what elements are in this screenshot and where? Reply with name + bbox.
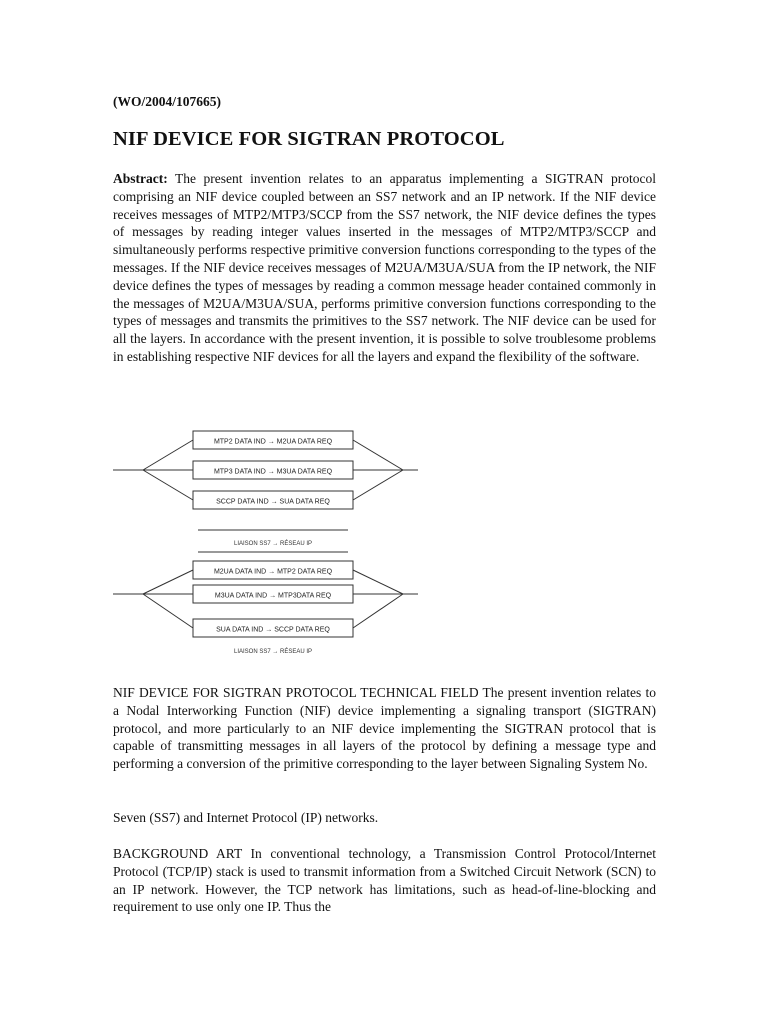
document-title: NIF DEVICE FOR SIGTRAN PROTOCOL	[113, 128, 505, 150]
conversion-box-label: M3UA DATA IND → MTP3DATA REQ	[214, 592, 332, 600]
conversion-box-label: MTP3 DATA IND → M3UA DATA REQ	[213, 468, 333, 476]
background-art-paragraph: BACKGROUND ART In conventional technology, a Transmission Control Protocol/Internet Protocol (TCP/IP) stack is used to transmit information from a Switched Circuit Network (SCN) to an IP network. However, the TCP network has limitations, such as head-of-line-blocking and requirement to use only one IP. Thus the	[113, 846, 656, 915]
conversion-box-label: MTP2 DATA IND → M2UA DATA REQ	[213, 438, 333, 446]
bottom-conversion-boxes	[193, 561, 353, 637]
abstract-text: The present invention relates to an apparatus implementing a SIGTRAN protocol comprising an NIF device coupled between an SS7 network and an IP network. If the NIF device receives messages of MTP2/MTP3/SCCP from the SS7 network, the NIF device defines the types of messages by reading integer values inserted in the messages of MTP2/MTP3/SCCP and simultaneously performs respective primitive conversion functions corresponding to the types of the messages. If the NIF device receives messages of M2UA/M3UA/SUA from the IP network, the NIF device defines the types of messages by reading a common message header contained commonly in the messages of M2UA/M3UA/SUA, performs primitive conversion functions corresponding to the types of messages and transmits the primitives to the SS7 network. The NIF device can be used for all the layers. In accordance with the present invention, it is possible to solve troublesome problems in establishing respective NIF devices for all the layers and expand the flexibility of the software.	[113, 171, 656, 364]
conversion-box-label: SCCP DATA IND → SUA DATA REQ	[216, 498, 330, 506]
networks-paragraph: Seven (SS7) and Internet Protocol (IP) networks.	[113, 810, 379, 825]
conversion-diagram	[113, 418, 433, 666]
technical-field-paragraph: NIF DEVICE FOR SIGTRAN PROTOCOL TECHNICAL FIELD The present invention relates to a Nodal Interworking Function (NIF) device implementing a signaling transport (SIGTRAN) protocol, and more particularly to an NIF device implementing the SIGTRAN protocol that is capable of transmitting messages in all layers of the protocol by defining a message type and performing a conversion of the primitive corresponding to the layer between Signaling System No.	[113, 685, 656, 772]
top-conversion-boxes	[193, 431, 353, 509]
conversion-box-label: SUA DATA IND → SCCP DATA REQ	[216, 626, 330, 634]
conversion-box-label: M2UA DATA IND → MTP2 DATA REQ	[213, 568, 333, 576]
top-diagram-caption: LIAISON SS7 → RÉSEAU IP	[233, 541, 313, 547]
patent-number: (WO/2004/107665)	[113, 94, 221, 109]
abstract-label: Abstract:	[113, 171, 168, 186]
bottom-diagram-caption: LIAISON SS7 → RÉSEAU IP	[233, 649, 313, 655]
abstract-paragraph	[113, 170, 656, 366]
